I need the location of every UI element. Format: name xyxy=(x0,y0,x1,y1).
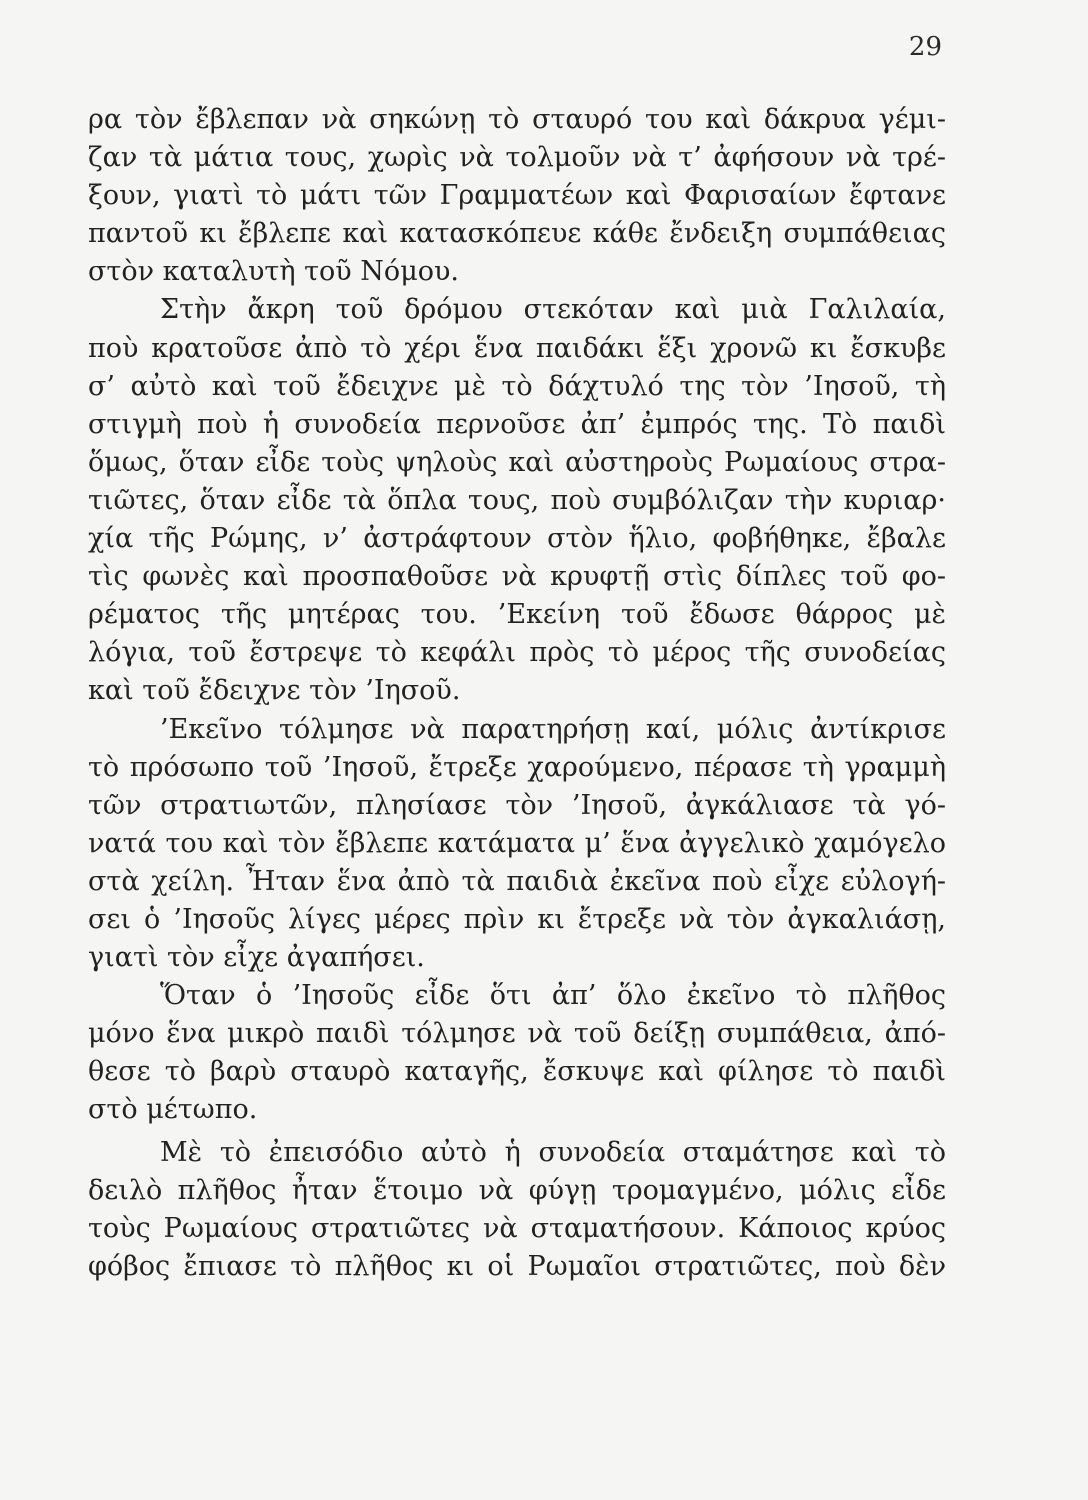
text-line: ζαν τὰ μάτια τους, χωρὶς νὰ τολμοῦν νὰ τ’ ἀφήσουν νὰ τρέ- xyxy=(88,142,946,174)
text-line: παντοῦ κι ἔβλεπε καὶ κατασκόπευε κάθε ἔνδειξη συμπάθειας xyxy=(88,218,946,250)
text-line: ποὺ κρατοῦσε ἀπὸ τὸ χέρι ἕνα παιδάκι ἕξι χρονῶ κι ἔσκυβε xyxy=(88,332,946,364)
text-line: τῶν στρατιωτῶν, πλησίασε τὸν ’Ιησοῦ, ἀγκάλιασε τὰ γό- xyxy=(88,789,946,821)
paragraph-2 xyxy=(88,291,946,710)
text-line: μόνο ἕνα μικρὸ παιδὶ τόλμησε νὰ τοῦ δείξῃ συμπάθεια, ἀπό- xyxy=(88,1018,946,1050)
text-line: σ’ αὐτὸ καὶ τοῦ ἔδειχνε μὲ τὸ δάχτυλό της τὸν ’Ιησοῦ, τὴ xyxy=(88,370,946,402)
text-line: δειλὸ πλῆθος ἦταν ἕτοιμο νὰ φύγῃ τρομαγμένο, μόλις εἶδε xyxy=(88,1174,946,1206)
text-line: στὰ χείλη. Ἦταν ἕνα ἀπὸ τὰ παιδιὰ ἐκεῖνα ποὺ εἶχε εὐλογή- xyxy=(88,865,946,897)
text-line: ’Εκεῖνο τόλμησε νὰ παρατηρήσῃ καί, μόλις ἀντίκρισε xyxy=(160,713,946,745)
text-line: γιατὶ τὸν εἶχε ἀγαπήσει. xyxy=(88,942,425,974)
text-line: τοὺς Ρωμαίους στρατιῶτες νὰ σταματήσουν. Κάποιος κρύος xyxy=(88,1212,946,1244)
text-line: ρέματος τῆς μητέρας του. ’Εκείνη τοῦ ἔδωσε θάρρος μὲ xyxy=(88,599,946,631)
text-line: νατά του καὶ τὸν ἔβλεπε κατάματα μ’ ἕνα ἀγγελικὸ χαμόγελο xyxy=(88,827,946,859)
text-line: φόβος ἔπιασε τὸ πλῆθος κι οἱ Ρωμαῖοι στρατιῶτες, ποὺ δὲν xyxy=(88,1250,946,1282)
text-line: σει ὁ ’Ιησοῦς λίγες μέρες πρὶν κι ἔτρεξε νὰ τὸν ἀγκαλιάσῃ, xyxy=(88,903,946,935)
text-line: ξουν, γιατὶ τὸ μάτι τῶν Γραμματέων καὶ Φαρισαίων ἔφτανε xyxy=(88,180,946,212)
text-line: καὶ τοῦ ἔδειχνε τὸν ’Ιησοῦ. xyxy=(88,675,461,707)
text-line: τὶς φωνὲς καὶ προσπαθοῦσε νὰ κρυφτῇ στὶς δίπλες τοῦ φο- xyxy=(88,561,946,593)
paragraph-3 xyxy=(88,711,946,978)
page-number: 29 xyxy=(908,32,942,62)
paragraph-4 xyxy=(88,977,946,1129)
body-text xyxy=(88,101,946,1286)
text-line: ὅμως, ὅταν εἶδε τοὺς ψηλοὺς καὶ αὐστηροὺς Ρωμαίους στρα- xyxy=(88,446,946,478)
paragraph-1 xyxy=(88,101,946,291)
text-line: Στὴν ἄκρη τοῦ δρόμου στεκόταν καὶ μιὰ Γαλιλαία, xyxy=(160,294,946,326)
text-line: στὸ μέτωπο. xyxy=(88,1094,258,1126)
text-line: τὸ πρόσωπο τοῦ ’Ιησοῦ, ἔτρεξε χαρούμενο, πέρασε τὴ γραμμὴ xyxy=(88,751,946,783)
text-line: χία τῆς Ρώμης, ν’ ἀστράφτουν στὸν ἥλιο, φοβήθηκε, ἔβαλε xyxy=(88,523,946,555)
text-line: ρα τὸν ἔβλεπαν νὰ σηκώνῃ τὸ σταυρό του καὶ δάκρυα γέμι- xyxy=(88,104,946,135)
text-line: λόγια, τοῦ ἔστρεψε τὸ κεφάλι πρὸς τὸ μέρος τῆς συνοδείας xyxy=(88,637,946,669)
text-line: θεσε τὸ βαρὺ σταυρὸ καταγῆς, ἔσκυψε καὶ φίλησε τὸ παιδὶ xyxy=(88,1056,946,1088)
text-line: Μὲ τὸ ἐπεισόδιο αὐτὸ ἡ συνοδεία σταμάτησε καὶ τὸ xyxy=(160,1136,946,1168)
text-line: Ὅταν ὁ ’Ιησοῦς εἶδε ὅτι ἀπ’ ὅλο ἐκεῖνο τὸ πλῆθος xyxy=(160,980,946,1012)
text-line: στὸν καταλυτὴ τοῦ Νόμου. xyxy=(88,256,459,288)
paragraph-5 xyxy=(88,1134,946,1286)
text-line: στιγμὴ ποὺ ἡ συνοδεία περνοῦσε ἀπ’ ἐμπρός της. Τὸ παιδὶ xyxy=(88,408,946,440)
text-line: τιῶτες, ὅταν εἶδε τὰ ὅπλα τους, ποὺ συμβόλιζαν τὴν κυριαρ· xyxy=(88,484,946,516)
